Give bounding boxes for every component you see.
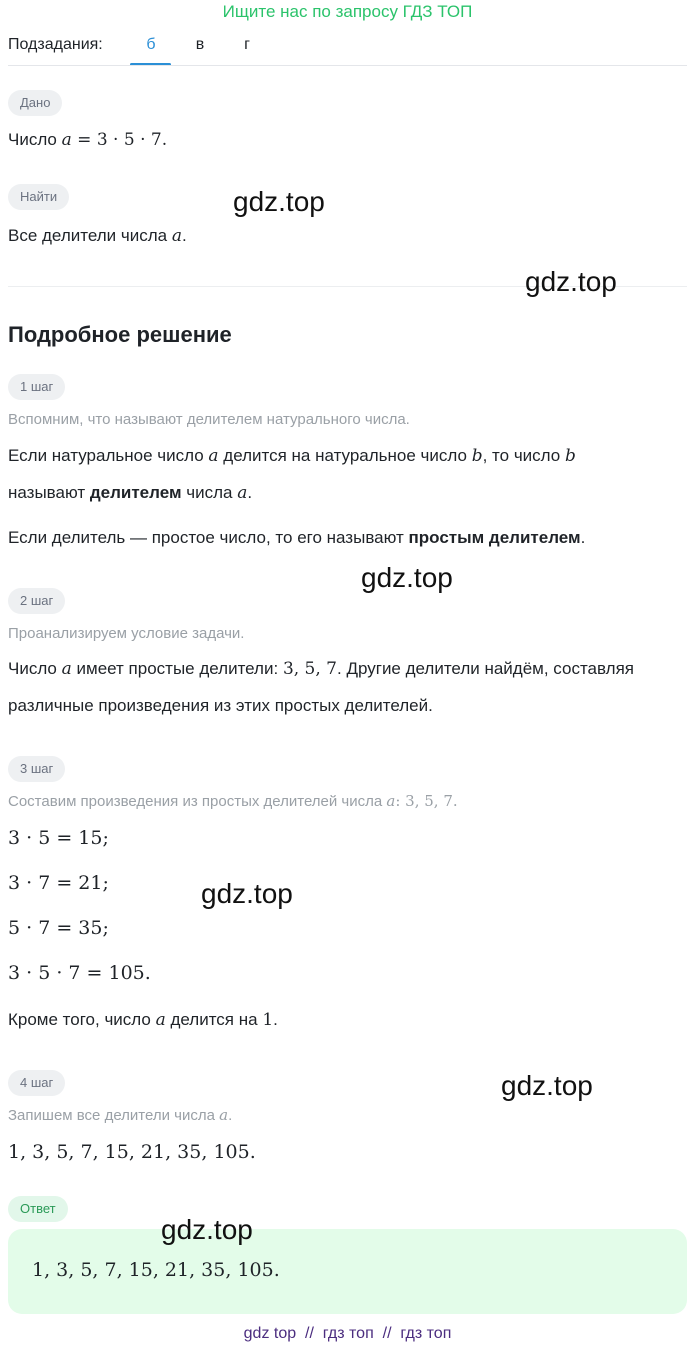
answer-pill: Ответ <box>8 1196 68 1222</box>
subtasks-label: Подзадания: <box>8 36 103 53</box>
product-3: 5 · 7 = 35; <box>8 917 109 939</box>
step3-pill: 3 шаг <box>8 756 65 782</box>
step1-line3-bold: простым делителем <box>408 528 581 547</box>
step1-note: Вспомним, что называют делителем натурального числа. <box>8 411 410 428</box>
step2-line2: различные произведения из этих простых делителей. <box>8 696 433 715</box>
product-4: 3 · 5 · 7 = 105. <box>8 962 151 984</box>
step1-line2-b: числа <box>186 483 233 502</box>
find-prefix: Все делители числа <box>8 226 168 245</box>
given-expr: = 3 · 5 · 7. <box>71 130 168 150</box>
step1-line2-bold: делителем <box>89 483 182 502</box>
step3-extra-num: 1 <box>262 1010 274 1030</box>
step2-pill: 2 шаг <box>8 588 65 614</box>
step3-extra-end: . <box>273 1010 278 1029</box>
tab-v[interactable]: в <box>195 36 205 53</box>
tab-g[interactable]: г <box>244 36 250 53</box>
step3-note-a: Составим произведения из простых делителей числа <box>8 793 383 810</box>
step1-var-a: a <box>208 446 219 466</box>
watermark: gdz.top <box>201 878 293 909</box>
given-var: a <box>61 130 72 150</box>
step1-line3-end: . <box>580 528 586 547</box>
step1-line2 <box>8 483 252 503</box>
step4-note <box>8 1106 232 1124</box>
given-pill: Дано <box>8 90 62 116</box>
step1-pill: 1 шаг <box>8 374 65 400</box>
step2-note: Проанализируем условие задачи. <box>8 625 245 642</box>
step2-line1-a: Число <box>8 659 57 678</box>
product-2: 3 · 7 = 21; <box>8 872 109 894</box>
solution-heading: Подробное решение <box>8 322 232 347</box>
step3-var-a: a <box>386 792 396 810</box>
step2-line1-b: имеет простые делители: <box>76 659 279 678</box>
step1-line3 <box>8 528 585 548</box>
step4-note-end: . <box>228 1107 233 1124</box>
tab-b[interactable]: б <box>146 36 156 53</box>
step3-extra-b: делится на <box>170 1010 258 1029</box>
search-banner: Ищите нас по запросу ГДЗ ТОП <box>222 2 473 21</box>
watermark: gdz.top <box>501 1070 593 1101</box>
step3-extra-var: a <box>155 1010 166 1030</box>
find-suffix: . <box>181 226 187 245</box>
step2-line1-c: . Другие делители найдём, составляя <box>337 659 634 678</box>
step1-line2-var: a <box>237 483 248 503</box>
given-text <box>8 130 167 150</box>
product-1: 3 · 5 = 15; <box>8 827 109 849</box>
find-text <box>8 226 187 246</box>
step1-line3-a: Если делитель — простое число, то его называют <box>8 528 404 547</box>
step1-line1-b: делится на натуральное число <box>223 446 467 465</box>
step1-line2-a: называют <box>8 483 86 502</box>
watermark: gdz.top <box>161 1214 253 1245</box>
watermark: gdz.top <box>233 186 325 217</box>
step1-line1-a: Если натуральное число <box>8 446 204 465</box>
step4-pill: 4 шаг <box>8 1070 65 1096</box>
step1-line2-end: . <box>247 483 253 502</box>
watermark: gdz.top <box>525 266 617 297</box>
step3-note-b: : 3, 5, 7. <box>395 792 458 810</box>
footer-links[interactable]: gdz top // гдз топ // гдз топ <box>243 1325 452 1342</box>
step1-line1-c: , то число <box>482 446 561 465</box>
step2-line1 <box>8 659 634 679</box>
answer-value: 1, 3, 5, 7, 15, 21, 35, 105. <box>32 1259 280 1281</box>
step2-var-a: a <box>61 659 72 679</box>
step1-line1 <box>8 446 576 466</box>
tabs-divider <box>8 65 687 66</box>
step3-extra-a: Кроме того, число <box>8 1010 151 1029</box>
step4-divisors: 1, 3, 5, 7, 15, 21, 35, 105. <box>8 1141 256 1163</box>
watermark: gdz.top <box>361 562 453 593</box>
step4-var-a: a <box>219 1106 229 1124</box>
step3-note <box>8 792 458 810</box>
step3-extra <box>8 1010 278 1030</box>
step2-primes: 3, 5, 7 <box>282 659 338 679</box>
step1-var-b-2: b <box>564 446 576 466</box>
find-pill: Найти <box>8 184 69 210</box>
step4-note-a: Запишем все делители числа <box>8 1107 215 1124</box>
find-var: a <box>171 226 182 246</box>
given-prefix: Число <box>8 130 57 149</box>
step1-var-b: b <box>471 446 483 466</box>
